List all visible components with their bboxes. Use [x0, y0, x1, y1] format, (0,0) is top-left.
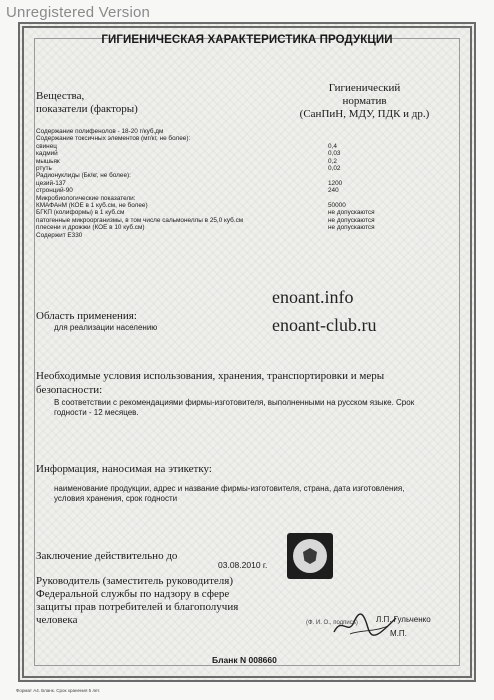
table-row — [36, 180, 456, 187]
row-value: не допускаются — [328, 224, 375, 232]
row-value: 0,03 — [328, 150, 341, 158]
table-row — [36, 135, 456, 142]
row-name: Содержание полифенолов - 18-20 г/куб.дм — [36, 128, 164, 135]
row-name: Микробиологические показатели: — [36, 194, 136, 202]
application-heading: Область применения: — [36, 310, 137, 322]
table-row — [36, 202, 456, 209]
row-value: 0,2 — [328, 157, 337, 165]
stamp-place-label: М.П. — [390, 629, 407, 638]
row-value: не допускаются — [328, 216, 375, 224]
emblem-circle — [293, 539, 327, 573]
head-name: Л.П. Гульченко — [376, 615, 431, 624]
application-body: для реализации населению — [54, 323, 158, 332]
watermark-text: Unregistered Version — [6, 4, 151, 21]
row-name: патогенные микроорганизмы, в том числе сальмонеллы в 25,0 куб.см — [36, 216, 244, 224]
row-value: 1200 — [328, 179, 343, 187]
table-row — [36, 172, 456, 179]
table-row — [36, 143, 456, 150]
row-name: плесени и дрожжи (КОЕ в 10 куб.см) — [36, 224, 145, 232]
site-link-club[interactable]: enoant-club.ru — [272, 315, 377, 335]
row-name: кадмий — [36, 150, 58, 158]
row-name: Радионуклиды (Бк/кг, не более): — [36, 172, 131, 180]
signature-caption: (Ф. И. О., подпись) — [306, 620, 358, 626]
table-row — [36, 224, 456, 231]
row-value: 0,4 — [328, 142, 337, 150]
validity-label: Заключение действительно до — [36, 550, 178, 562]
format-note: Формат А4. Бланк. Срок хранения 5 лет. — [16, 688, 101, 693]
conditions-body-line1: В соответствии с рекомендациями фирмы-изготовителя, выполненными на русском языке. Срок — [54, 398, 415, 407]
site-link-info[interactable]: enoant.info — [272, 287, 354, 307]
eagle-icon — [303, 548, 317, 564]
table-row — [36, 150, 456, 157]
row-name: свинец — [36, 142, 57, 150]
table-row — [36, 232, 456, 239]
row-value: 240 — [328, 187, 339, 195]
validity-date: 03.08.2010 г. — [218, 560, 268, 570]
indicators-table — [36, 128, 456, 239]
header-right-line1: Гигиенический — [328, 82, 401, 94]
table-row — [36, 217, 456, 224]
table-row — [36, 165, 456, 172]
row-value: 50000 — [328, 202, 346, 210]
conditions-heading-line2: безопасности: — [36, 384, 103, 396]
head-line1: Руководитель (заместитель руководителя) — [36, 575, 233, 587]
table-row — [36, 128, 456, 135]
emblem-stamp — [287, 533, 333, 579]
conditions-heading-line1: Необходимые условия использования, хранения, транспортировки и меры — [36, 370, 385, 382]
row-name: Содержит Е330 — [36, 231, 83, 239]
row-value: не допускаются — [328, 209, 375, 217]
header-norm — [292, 82, 437, 121]
header-substances — [36, 90, 138, 116]
row-name: цезий-137 — [36, 179, 66, 187]
head-line3: защиты прав потребителей и благополучия — [36, 601, 239, 613]
row-name: ртуть — [36, 165, 52, 173]
row-name: мышьяк — [36, 157, 60, 165]
document-title: ГИГИЕНИЧЕСКАЯ ХАРАКТЕРИСТИКА ПРОДУКЦИИ — [101, 34, 393, 46]
row-name: БГКП (колиформы) в 1 куб.см — [36, 209, 125, 217]
header-right-line3: (СанПиН, МДУ, ПДК и др.) — [299, 108, 430, 120]
blank-number: Бланк N 008660 — [212, 655, 277, 665]
row-name: КМАФАнМ (КОЕ в 1 куб.см, не более) — [36, 202, 148, 210]
row-name: Содержание токсичных элементов (мг/кг, не более): — [36, 135, 191, 143]
header-right-line2: норматив — [342, 95, 387, 107]
row-name: стронций-90 — [36, 187, 73, 195]
table-row — [36, 187, 456, 194]
head-line2: Федеральной службы по надзору в сфере — [36, 588, 230, 600]
table-row — [36, 158, 456, 165]
conditions-body-line2: годности - 12 месяцев. — [54, 408, 139, 417]
header-left-line1: Вещества, — [36, 90, 85, 102]
label-info-heading: Информация, наносимая на этикетку: — [36, 463, 212, 475]
row-value: 0,02 — [328, 165, 341, 173]
head-line4: человека — [36, 614, 78, 626]
label-info-body-line2: условия хранения, срок годности — [54, 494, 178, 503]
label-info-body-line1: наименование продукции, адрес и название фирмы-изготовителя, страна, дата изготовления, — [54, 484, 405, 493]
header-left-line2: показатели (факторы) — [36, 103, 138, 115]
table-row — [36, 209, 456, 216]
table-row — [36, 195, 456, 202]
